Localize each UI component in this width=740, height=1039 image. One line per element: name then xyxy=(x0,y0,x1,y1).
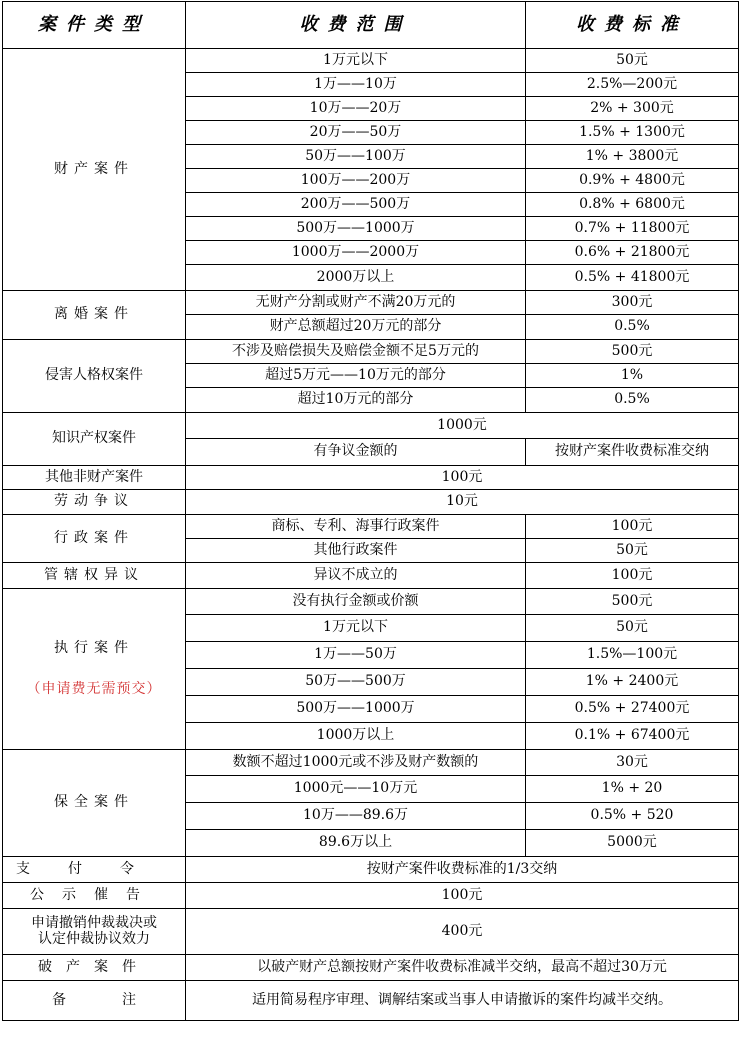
table-row xyxy=(3,589,739,615)
header-row xyxy=(3,2,739,49)
category-payment-order: 支付令 xyxy=(3,857,186,883)
scope-cell: 10万——20万 xyxy=(186,97,526,121)
scope-cell: 50万——500万 xyxy=(186,669,526,696)
fee-cell: 500元 xyxy=(526,589,739,615)
scope-cell: 10万——89.6万 xyxy=(186,803,526,830)
fee-cell: 50元 xyxy=(526,49,739,73)
fee-cell: 1000元 xyxy=(186,413,739,439)
category-ip: 知识产权案件 xyxy=(3,413,186,466)
category-jurisdiction: 管辖权异议 xyxy=(3,563,186,589)
scope-cell: 超过10万元的部分 xyxy=(186,388,526,413)
fee-cell: 100元 xyxy=(186,466,739,490)
scope-cell: 2000万以上 xyxy=(186,265,526,291)
category-execution-label: 执行案件 xyxy=(54,639,134,656)
category-labor: 劳动争议 xyxy=(3,490,186,515)
fee-cell: 0.5% + 520 xyxy=(526,803,739,830)
fee-cell: 5000元 xyxy=(526,830,739,857)
fee-cell: 300元 xyxy=(526,291,739,315)
table-row xyxy=(3,857,739,883)
scope-cell: 50万——100万 xyxy=(186,145,526,169)
category-personality-rights: 侵害人格权案件 xyxy=(3,340,186,413)
table-row xyxy=(3,466,739,490)
fee-cell: 1% xyxy=(526,364,739,388)
fee-cell: 1% + 2400元 xyxy=(526,669,739,696)
scope-cell: 1000元——10万元 xyxy=(186,776,526,803)
category-administrative: 行政案件 xyxy=(3,515,186,563)
category-divorce: 离婚案件 xyxy=(3,291,186,340)
scope-cell: 100万——200万 xyxy=(186,169,526,193)
remarks-text: 适用简易程序审理、调解结案或当事人申请撤诉的案件均减半交纳。 xyxy=(186,981,739,1021)
scope-cell: 1000万以上 xyxy=(186,723,526,750)
category-property: 财产案件 xyxy=(3,49,186,291)
fee-cell: 50元 xyxy=(526,615,739,642)
fee-cell: 50元 xyxy=(526,539,739,563)
scope-cell: 超过5万元——10万元的部分 xyxy=(186,364,526,388)
fee-table xyxy=(2,1,739,1021)
table-row xyxy=(3,909,739,955)
table-row xyxy=(3,955,739,981)
fee-cell: 1.5%—100元 xyxy=(526,642,739,669)
scope-cell: 不涉及赔偿损失及赔偿金额不足5万元的 xyxy=(186,340,526,364)
fee-cell: 1.5% + 1300元 xyxy=(526,121,739,145)
fee-cell: 30元 xyxy=(526,750,739,776)
scope-cell: 1万——10万 xyxy=(186,73,526,97)
category-execution xyxy=(3,589,186,750)
arbitration-label-line1: 申请撤销仲裁裁决或 xyxy=(31,915,157,932)
fee-cell: 100元 xyxy=(186,883,739,909)
category-arbitration xyxy=(3,909,186,955)
fee-cell: 按财产案件收费标准的1/3交纳 xyxy=(186,857,739,883)
fee-cell: 10元 xyxy=(186,490,739,515)
category-bankruptcy: 破产案件 xyxy=(3,955,186,981)
fee-cell: 500元 xyxy=(526,340,739,364)
fee-cell: 0.7% + 11800元 xyxy=(526,217,739,241)
fee-cell: 100元 xyxy=(526,563,739,589)
scope-cell: 1万——50万 xyxy=(186,642,526,669)
category-preservation: 保全案件 xyxy=(3,750,186,857)
fee-cell: 0.8% + 6800元 xyxy=(526,193,739,217)
scope-cell: 有争议金额的 xyxy=(186,439,526,466)
scope-cell: 1000万——2000万 xyxy=(186,241,526,265)
scope-cell: 异议不成立的 xyxy=(186,563,526,589)
scope-cell: 1万元以下 xyxy=(186,615,526,642)
fee-cell: 按财产案件收费标准交纳 xyxy=(526,439,739,466)
fee-cell: 400元 xyxy=(186,909,739,955)
fee-cell: 2.5%—200元 xyxy=(526,73,739,97)
fee-cell: 1% + 20 xyxy=(526,776,739,803)
table-row xyxy=(3,340,739,364)
header-fee-standard: 收费标准 xyxy=(526,2,739,49)
fee-cell: 0.6% + 21800元 xyxy=(526,241,739,265)
table-row xyxy=(3,883,739,909)
fee-cell: 0.5% + 27400元 xyxy=(526,696,739,723)
scope-cell: 财产总额超过20万元的部分 xyxy=(186,315,526,340)
fee-cell: 0.5% + 41800元 xyxy=(526,265,739,291)
fee-cell: 0.5% xyxy=(526,315,739,340)
scope-cell: 1万元以下 xyxy=(186,49,526,73)
category-other-nonproperty: 其他非财产案件 xyxy=(3,466,186,490)
scope-cell: 200万——500万 xyxy=(186,193,526,217)
scope-cell: 89.6万以上 xyxy=(186,830,526,857)
scope-cell: 没有执行金额或价额 xyxy=(186,589,526,615)
scope-cell: 商标、专利、海事行政案件 xyxy=(186,515,526,539)
fee-cell: 以破产财产总额按财产案件收费标准减半交纳，最高不超过30万元 xyxy=(186,955,739,981)
table-row xyxy=(3,981,739,1021)
scope-cell: 20万——50万 xyxy=(186,121,526,145)
table-row xyxy=(3,413,739,439)
fee-cell: 0.1% + 67400元 xyxy=(526,723,739,750)
scope-cell: 数额不超过1000元或不涉及财产数额的 xyxy=(186,750,526,776)
remarks-label: 备 注 xyxy=(3,981,186,1021)
table-row xyxy=(3,750,739,776)
fee-cell: 1% + 3800元 xyxy=(526,145,739,169)
table-row xyxy=(3,563,739,589)
category-public-notice: 公示催告 xyxy=(3,883,186,909)
scope-cell: 500万——1000万 xyxy=(186,217,526,241)
table-row xyxy=(3,515,739,539)
fee-cell: 2% + 300元 xyxy=(526,97,739,121)
fee-cell: 0.5% xyxy=(526,388,739,413)
table-row xyxy=(3,291,739,315)
header-fee-scope: 收费范围 xyxy=(186,2,526,49)
execution-note: （申请费无需预交） xyxy=(26,681,162,697)
fee-cell: 0.9% + 4800元 xyxy=(526,169,739,193)
table-row xyxy=(3,490,739,515)
header-case-type: 案件类型 xyxy=(3,2,186,49)
scope-cell: 其他行政案件 xyxy=(186,539,526,563)
arbitration-label-line2: 认定仲裁协议效力 xyxy=(38,930,150,947)
fee-cell: 100元 xyxy=(526,515,739,539)
scope-cell: 无财产分割或财产不满20万元的 xyxy=(186,291,526,315)
table-row xyxy=(3,49,739,73)
scope-cell: 500万——1000万 xyxy=(186,696,526,723)
